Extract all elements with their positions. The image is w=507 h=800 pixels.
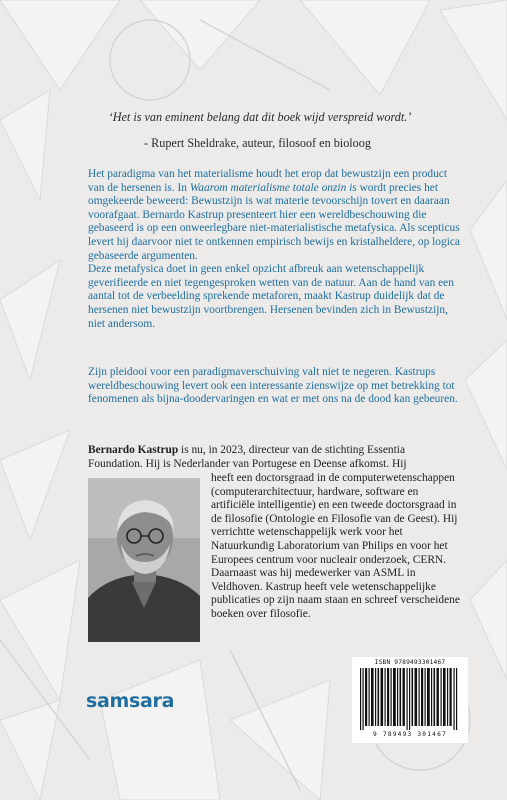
author-bio-text: is nu, in 2023, directeur van de stichting Essentia Foundation. Hij is Nederlander van Portugese en Deense afkomst. Hij	[88, 444, 407, 470]
blurb-paragraph-3: Zijn pleidooi voor een paradigmaverschuiving valt niet te negeren. Kastrups wereldbeschouwing levert ook een interessante zienswijze op met betrekking tot fenomenen als bijna-doodervaringen en wat er met ons na de dood kan gebeuren.	[88, 366, 458, 406]
blurb-text: wordt precies het omgekeerde beweerd: Bewustzijn is wat materie tevoorschijn tovert en daaraan voorafgaat. Bernardo Kastrup presenteert hier een wereldbeschouwing die gebaseerd is op een onweerlegbare niet-materialistische metafysica. Als scepticus levert hij daarvoor niet te ontkennen empirisch bewijs en kristalheldere, op logica gebaseerde argumenten.	[88, 181, 460, 262]
publisher-logo: samsara	[86, 690, 175, 712]
isbn-label: ISBN 9789493301467	[374, 659, 446, 666]
author-portrait-image	[88, 478, 200, 642]
author-name: Bernardo Kastrup	[88, 444, 179, 456]
blurb-paragraph-1	[88, 168, 460, 263]
author-photo	[88, 478, 200, 642]
blurb-paragraph-2: Deze metafysica doet in geen enkel opzicht afbreuk aan wetenschappelijk geverifieerde en niet tegengesproken wetten van de natuur. Aan de hand van een aantal tot de verbeelding sprekende metaforen, maakt Kastrup duidelijk dat de hersenen niet bewustzijn voortbrengen. Hersenen bevinden zich in Bewustzijn, niet andersom.	[88, 263, 454, 330]
isbn-barcode	[352, 657, 468, 743]
endorsement-quote: ‘Het is van eminent belang dat dit boek wijd verspreid wordt.’	[108, 110, 412, 124]
barcode-digits: 9 789493 301467	[373, 731, 447, 738]
barcode-bars	[358, 668, 462, 730]
blurb-text: Het paradigma van het materialisme houdt het erop dat bewustzijn een product van de hersenen is. In	[88, 168, 447, 194]
blurb-section-1	[88, 168, 460, 331]
author-bio-wrapped: heeft een doctorsgraad in de computerwetenschappen (computerarchitectuur, hardware, software en artificiële intelligentie) en een tweede doctorsgraad in de filosofie (Ontologie en Filosofie van de Geest). Hij verrichtte wetenschappelijk werk voor het Natuurkundig Laboratorium van Philips en voor het Europees centrum voor nucleair onderzoek, CERN. Daarnaast was hij medewerker van ASML in Veldhoven. Kastrup heeft vele wetenschappelijke publicaties op zijn naam staan en schreef verscheidene boeken over filosofie.	[211, 472, 460, 620]
blurb-section-2	[88, 366, 460, 407]
author-bio-intro	[88, 444, 460, 471]
book-title-italic: Waarom materialisme totale onzin is	[189, 181, 357, 194]
endorsement-attribution: - Rupert Sheldrake, auteur, filosoof en bioloog	[144, 136, 371, 150]
